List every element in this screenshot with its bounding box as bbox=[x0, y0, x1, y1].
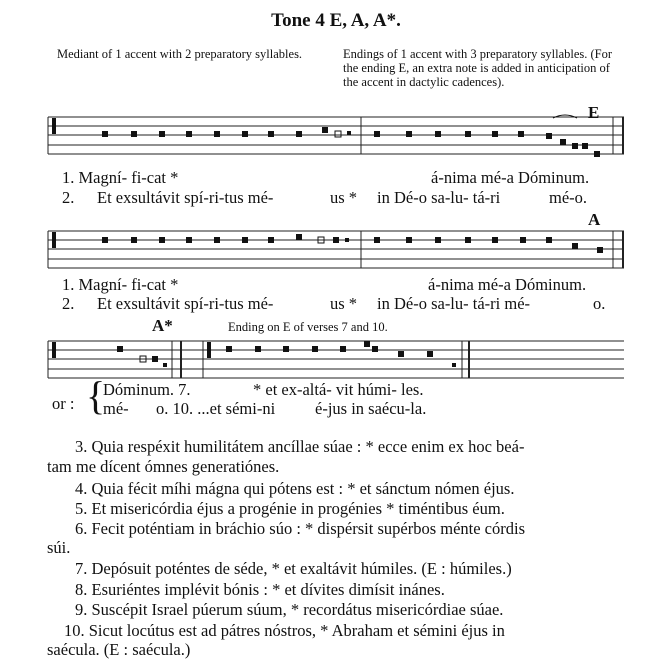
verse-6-line1: 6. Fecit poténtiam in bráchio súo : * dispérsit supérbos ménte córdis bbox=[75, 519, 526, 538]
sys2-line2-a: Et exsultávit spí-ri-tus mé- bbox=[97, 294, 274, 313]
sys3-line2-b: o. 10. ...et sémi-ni bbox=[156, 399, 276, 418]
sys1-line2-c: in Dé-o sa-lu- tá-ri bbox=[377, 188, 501, 207]
verse-10-line1: 10. Sicut locútus est ad pátres nóstros, * Abraham et sémini éjus in bbox=[64, 621, 505, 640]
staff-system-3 bbox=[48, 341, 624, 378]
sys3-line1-a: Dóminum. 7. bbox=[103, 380, 191, 399]
ending-label-e: E bbox=[588, 103, 600, 122]
staff-system-1-notes bbox=[52, 115, 600, 157]
sys2-line2-c: in Dé-o sa-lu- tá-ri mé- bbox=[377, 294, 531, 313]
page-title: Tone 4 E, A, A*. bbox=[271, 10, 401, 31]
sys1-line1-right: á-nima mé-a Dóminum. bbox=[431, 168, 590, 187]
sys2-line2-d: o. bbox=[593, 294, 606, 313]
verse-5: 5. Et misericórdia éjus a progénie in progénies * timéntibus éum. bbox=[75, 499, 505, 518]
ending-e-note: Ending on E of verses 7 and 10. bbox=[228, 320, 388, 334]
ending-label-a: A bbox=[588, 210, 601, 229]
sys2-line2-b: us * bbox=[330, 294, 358, 313]
verse-10-line2: saécula. (E : saécula.) bbox=[47, 640, 191, 659]
verse-4: 4. Quia fécit míhi mágna qui pótens est : * et sánctum nómen éjus. bbox=[75, 479, 515, 498]
verse-8: 8. Esuriéntes implévit bónis : * et dívites dimísit inánes. bbox=[75, 580, 445, 599]
verse-3-line1: 3. Quia respéxit humilitátem ancíllae súae : * ecce enim ex hoc beá- bbox=[75, 437, 525, 456]
verse-6-line2: súi. bbox=[47, 538, 71, 557]
sys2-line1-right: á-nima mé-a Dóminum. bbox=[428, 275, 587, 294]
verse-9: 9. Suscépit Israel púerum súum, * recordátus misericórdiae súae. bbox=[75, 600, 504, 619]
sys1-line2-number: 2. bbox=[62, 188, 75, 207]
staff-system-3-notes bbox=[52, 341, 456, 367]
sys1-line2-b: us * bbox=[330, 188, 358, 207]
ending-label-a-star: A* bbox=[152, 316, 173, 335]
staff-system-2-notes bbox=[52, 232, 603, 253]
sys2-line2-number: 2. bbox=[62, 294, 75, 313]
staff-system-2 bbox=[48, 231, 624, 268]
brace: { bbox=[86, 373, 106, 418]
or-label: or : bbox=[52, 394, 75, 413]
mediant-note: Mediant of 1 accent with 2 preparatory syllables. bbox=[57, 47, 303, 61]
sys1-line2-a: Et exsultávit spí-ri-tus mé- bbox=[97, 188, 274, 207]
sys1-line2-d: mé-o. bbox=[549, 188, 588, 207]
sys3-line2-a: mé- bbox=[103, 399, 129, 418]
sys3-line2-c: é-jus in saécu-la. bbox=[315, 399, 427, 418]
endings-note: Endings of 1 accent with 3 preparatory syllables. (For the ending E, an extra note is added in anticipation of the accent in dactylic cadences). bbox=[343, 47, 613, 89]
sys2-line1-left: 1. Magní- fi-cat * bbox=[62, 275, 179, 294]
verse-3-line2: tam me dícent ómnes generatiónes. bbox=[47, 457, 280, 476]
verse-7: 7. Depósuit poténtes de séde, * et exaltávit húmiles. (E : húmiles.) bbox=[75, 559, 512, 578]
sys1-line1-left: 1. Magní- fi-cat * bbox=[62, 168, 179, 187]
sys3-line1-b: * et ex-altá- vit húmi- les. bbox=[253, 380, 424, 399]
